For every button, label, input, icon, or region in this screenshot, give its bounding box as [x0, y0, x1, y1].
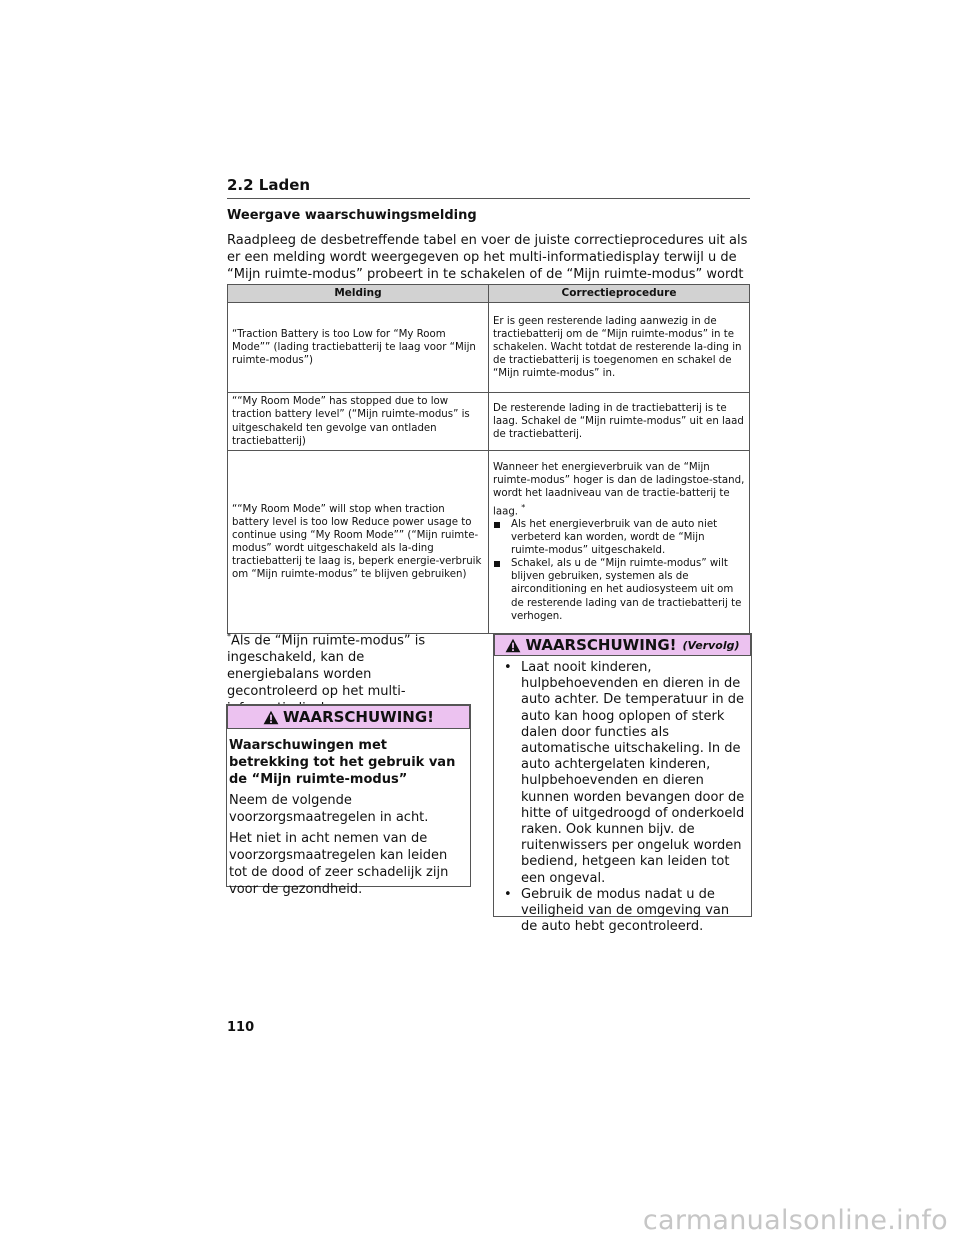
warning-header [227, 705, 470, 729]
intro-paragraph: Raadpleeg de desbetreffende tabel en voer de juiste correctieprocedures uit als er een melding wordt weergegeven op het multi-informatiedisplay terwijl u de “Mijn ruimte-modus” probeert in te schakelen of de “Mijn ruimte-modus” wordt [227, 233, 748, 282]
table-row [228, 393, 750, 451]
warning-continued-label: (Vervolg) [682, 638, 740, 652]
list-item: • Laat nooit kinderen, hulpbehoevenden en dieren in de auto achter. De temperatuur in de auto kan hoog oplopen of sterk dalen door functies als automatische uitschakeling. In de auto achtergelaten kinderen, hulpbehoevenden en dieren kunnen worden bevangen door de hitte of uitgedroogd of onderkoeld raken. Ook kunnen bijv. de ruitenwissers per ongeluk worden bediend, hetgeen kan leiden tot een ongeval. [504, 660, 745, 886]
warning-body [494, 656, 751, 935]
subsection-heading: Weergave waarschuwingsmelding [227, 208, 477, 223]
table-row [228, 303, 750, 393]
watermark: carmanualsonline.info [642, 1205, 948, 1236]
warning-box-continued [493, 633, 752, 935]
warning-header [494, 634, 751, 656]
square-bullet-icon [494, 561, 500, 567]
bullet-icon: • [504, 886, 512, 902]
warning-subtitle: Waarschuwingen met betrekking tot het gebruik van de “Mijn ruimte-modus” [229, 738, 456, 787]
footnote: *Als de “Mijn ruimte-modus” is ingeschakeld, kan de energiebalans worden gecontroleerd op het multi- [227, 632, 426, 700]
warning-bullet-list [502, 660, 745, 935]
table-cell-melding: ““My Room Mode” will stop when traction battery level is too low Reduce power usage to continue using “My Room Mode”” (“Mijn ruimte-modus” wordt uitgeschakeld als la-ding tractiebatterij te laag is, beperk energie-verbruik om “Mijn ruimte-modus” te blijven gebruiken) [228, 451, 489, 634]
footnote-marker: * [521, 502, 526, 512]
warning-title: WAARSCHUWING! [282, 708, 435, 726]
table-cell-procedure: Er is geen resterende lading aanwezig in de tractiebatterij om de “Mijn ruimte-modus” in te schakelen. Wacht totdat de resterende la-ding in de tractiebatterij is toegenomen en schakel de “Mijn ruimte-modus” in. [489, 303, 750, 393]
table-header-correctieprocedure: Correctieprocedure [489, 285, 750, 303]
procedure-bullet-list [493, 518, 745, 623]
table-header-row [228, 285, 750, 303]
table-cell-procedure [489, 451, 750, 634]
page-number: 110 [227, 1020, 255, 1035]
warning-paragraph: Het niet in acht nemen van de voorzorgsmaatregelen kan leiden tot de dood of zeer schadelijk zijn voor de gezondheid. [229, 831, 449, 897]
section-divider [227, 198, 750, 199]
list-item: • Gebruik de modus nadat u de veiligheid van de omgeving van de auto hebt gecontroleerd. [504, 886, 730, 935]
warning-triangle-icon [263, 710, 279, 725]
warning-body [227, 729, 470, 898]
warning-message-table [227, 284, 750, 634]
warning-triangle-icon [505, 638, 521, 653]
warning-box [226, 704, 471, 897]
list-item: Als het energieverbruik van de auto niet verbeterd kan worden, wordt de “Mijn ruimte-modus” uitgeschakeld. [493, 518, 745, 557]
section-title: 2.2 Laden [227, 176, 311, 194]
warning-paragraph: Neem de volgende voorzorgsmaatregelen in acht. [229, 793, 429, 825]
table-row [228, 451, 750, 634]
procedure-text: Wanneer het energieverbruik van de “Mijn ruimte-modus” hoger is dan de ladingstoe-stand, wordt het laadniveau van de tractie-batterij te laag. * [493, 462, 745, 517]
square-bullet-icon [494, 522, 500, 528]
bullet-icon: • [504, 660, 512, 675]
table-cell-procedure: De resterende lading in de tractiebatterij is te laag. Schakel de “Mijn ruimte-modus” uit en laad de tractiebatterij. [489, 393, 750, 451]
list-item: Schakel, als u de “Mijn ruimte-modus” wilt blijven gebruiken, systemen als de airconditioning en het audiosysteem uit om de resterende lading van de tractiebatterij te verhogen. [493, 557, 745, 622]
warning-title: WAARSCHUWING! [525, 636, 677, 654]
table-header-melding: Melding [228, 285, 489, 303]
table-cell-melding: “Traction Battery is too Low for “My Room Mode”” (lading tractiebatterij te laag voor “Mijn ruimte-modus”) [228, 303, 489, 393]
footnote-marker: * [227, 632, 231, 641]
table-cell-melding: ““My Room Mode” has stopped due to low traction battery level” (“Mijn ruimte-modus” is uitgeschakeld ten gevolge van ontladen tractiebatterij) [228, 393, 489, 451]
